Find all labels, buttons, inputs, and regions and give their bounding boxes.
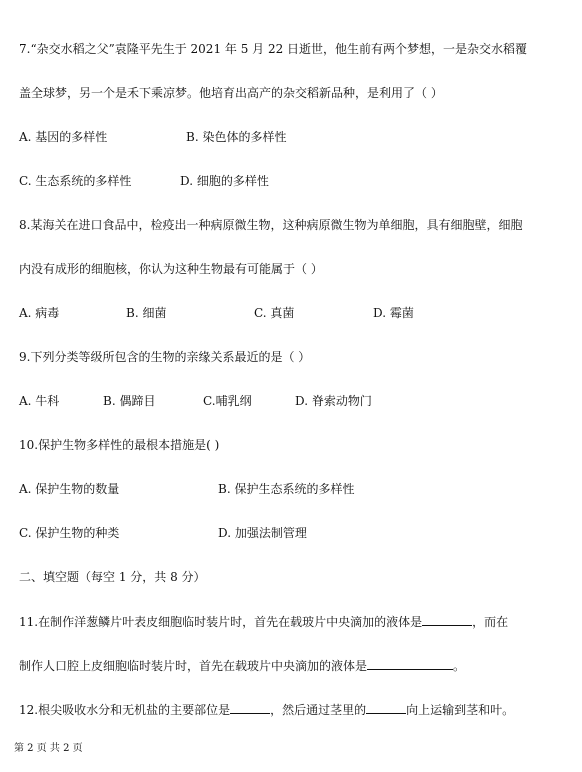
q11-blank-1[interactable] xyxy=(422,613,472,626)
q11-line1 xyxy=(19,613,508,630)
q8-stem-line2: 内没有成形的细胞核，你认为这种生物最有可能属于（ ） xyxy=(19,262,323,276)
q11-blank-2[interactable] xyxy=(367,657,453,670)
q12-blank-1[interactable] xyxy=(230,701,270,714)
q10-option-d: D. 加强法制管理 xyxy=(218,526,307,540)
q7-option-a: A. 基因的多样性 xyxy=(19,130,108,144)
q7-option-b: B. 染色体的多样性 xyxy=(186,130,287,144)
q10-option-b: B. 保护生态系统的多样性 xyxy=(218,482,355,496)
q9-stem: 9.下列分类等级所包含的生物的亲缘关系最近的是（ ） xyxy=(19,350,311,364)
q8-option-b: B. 细菌 xyxy=(126,306,167,320)
q8-option-d: D. 霉菌 xyxy=(373,306,414,320)
q10-stem: 10.保护生物多样性的最根本措施是( ) xyxy=(19,438,220,452)
q8-stem-line1: 8.某海关在进口食品中，检疫出一种病原微生物，这种病原微生物为单细胞，具有细胞壁，细胞 xyxy=(19,218,523,232)
q9-option-c: C.哺乳纲 xyxy=(203,394,252,408)
q12-line xyxy=(19,701,514,718)
q12-blank-2[interactable] xyxy=(366,701,406,714)
q11-text-3: 制作人口腔上皮细胞临时装片时，首先在载玻片中央滴加的液体是 xyxy=(19,659,368,673)
q8-option-c: C. 真菌 xyxy=(254,306,295,320)
q8-option-a: A. 病毒 xyxy=(19,306,60,320)
page-footer: 第 2 页 共 2 页 xyxy=(14,743,83,754)
q7-stem-line1: 7.“杂交水稻之父”袁隆平先生于 2021 年 5 月 22 日逝世，他生前有两个梦想，一是杂交水稻覆 xyxy=(19,42,528,56)
q7-stem-line2: 盖全球梦，另一个是禾下乘凉梦。他培育出高产的杂交稻新品种，是利用了（ ） xyxy=(19,86,443,100)
q12-text-2: ，然后通过茎里的 xyxy=(270,703,367,717)
q10-option-a: A. 保护生物的数量 xyxy=(19,482,120,496)
q9-option-d: D. 脊索动物门 xyxy=(295,394,372,408)
q10-option-c: C. 保护生物的种类 xyxy=(19,526,120,540)
q9-option-b: B. 偶蹄目 xyxy=(103,394,156,408)
q7-option-c: C. 生态系统的多样性 xyxy=(19,174,132,188)
q11-text-1: 11.在制作洋葱鳞片叶表皮细胞临时装片时，首先在载玻片中央滴加的液体是 xyxy=(19,615,423,629)
q9-option-a: A. 牛科 xyxy=(19,394,60,408)
q7-option-d: D. 细胞的多样性 xyxy=(180,174,269,188)
q11-line2 xyxy=(19,657,465,674)
q11-text-4: 。 xyxy=(453,659,466,673)
section-title: 二、填空题（每空 1 分，共 8 分） xyxy=(19,570,206,584)
q11-text-2: ，而在 xyxy=(472,615,509,629)
q12-text-3: 向上运输到茎和叶。 xyxy=(406,703,515,717)
q12-text-1: 12.根尖吸收水分和无机盐的主要部位是 xyxy=(19,703,231,717)
